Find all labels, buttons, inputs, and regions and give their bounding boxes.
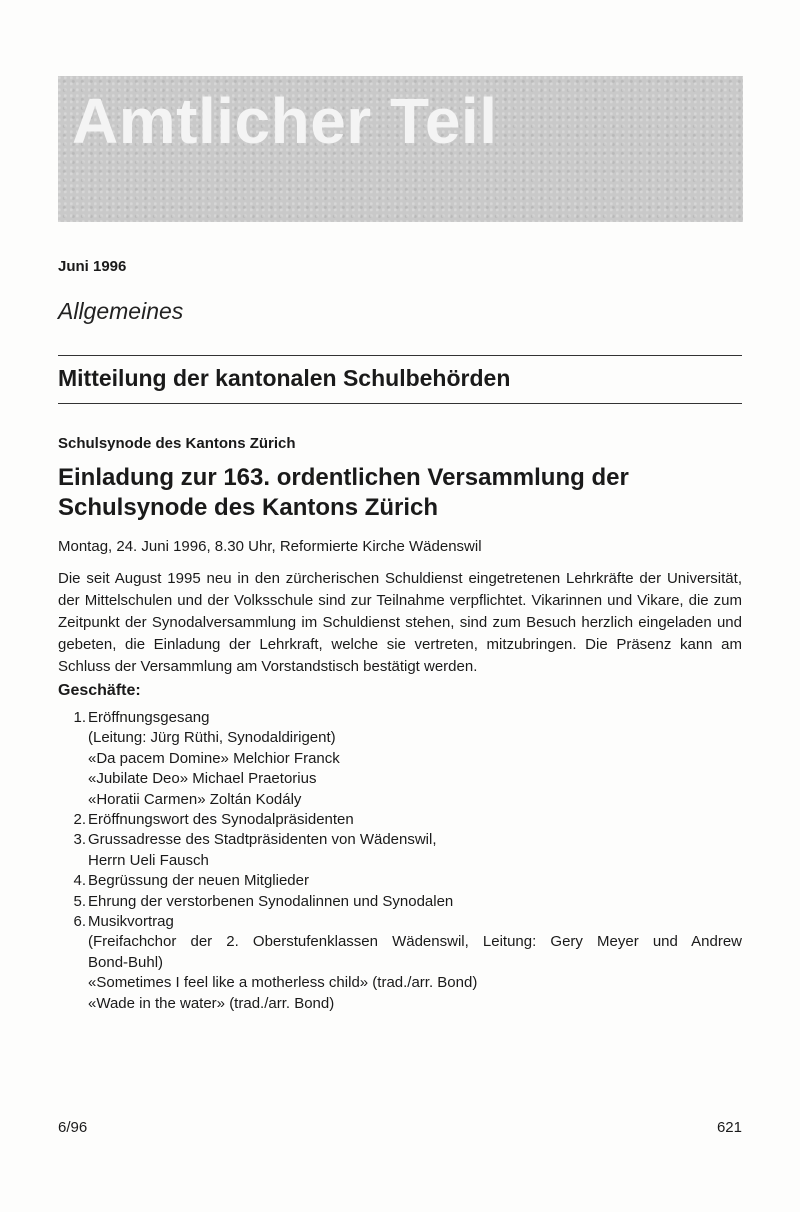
agenda-item-number: 6.	[73, 913, 86, 931]
agenda-item-line: (Leitung: Jürg Rüthi, Synodaldirigent)	[88, 729, 336, 747]
top-divider	[58, 355, 742, 356]
agenda-item-line: (Freifachchor der 2. Oberstufenklassen Wädenswil, Leitung: Gery Meyer und Andrew	[88, 933, 742, 951]
header-banner	[58, 76, 743, 222]
agenda-item-line: Musikvortrag	[88, 913, 174, 931]
page-number: 621	[716, 1119, 742, 1136]
event-details: Montag, 24. Juni 1996, 8.30 Uhr, Reformierte Kirche Wädenswil	[58, 538, 482, 555]
bottom-divider	[58, 403, 742, 404]
issue-date: Juni 1996	[58, 258, 127, 275]
agenda-item	[58, 708, 742, 810]
agenda-item-line: Ehrung der verstorbenen Synodalinnen und Synodalen	[88, 892, 454, 910]
agenda-list	[58, 708, 742, 1014]
agenda-item-number: 1.	[73, 709, 86, 726]
agenda-item-line: Begrüssung der neuen Mitglieder	[88, 872, 309, 890]
agenda-item	[58, 810, 742, 830]
agenda-item-line: Eröffnungsgesang	[88, 709, 210, 726]
agenda-item-line: «Sometimes I feel like a motherless child» (trad./arr. Bond)	[88, 974, 478, 992]
agenda-item	[58, 871, 742, 891]
agenda-item	[58, 892, 742, 912]
agenda-item	[58, 912, 742, 1014]
agenda-item-line: Herrn Ueli Fausch	[88, 851, 209, 869]
agenda-item-line: «Jubilate Deo» Michael Praetorius	[88, 770, 317, 788]
agenda-item-line: «Wade in the water» (trad./arr. Bond)	[88, 994, 335, 1012]
agenda-item-line: Grussadresse des Stadtpräsidenten von Wädenswil,	[88, 831, 437, 849]
agenda-heading: Geschäfte:	[58, 682, 141, 699]
agenda-item-number: 2.	[73, 811, 86, 829]
section-title: Allgemeines	[58, 298, 184, 324]
banner-title: Amtlicher Teil	[72, 85, 498, 157]
agenda-item-line: «Da pacem Domine» Melchior Franck	[88, 749, 340, 767]
agenda-item-line: Bond-Buhl)	[88, 953, 164, 971]
agenda-item-number: 3.	[73, 831, 86, 849]
agenda-item	[58, 830, 742, 871]
agenda-item-line: Eröffnungswort des Synodalpräsidenten	[88, 811, 354, 829]
agenda-item-number: 5.	[73, 892, 86, 910]
intro-paragraph: Die seit August 1995 neu in den zürcherischen Schuldienst eingetretenen Lehrkräfte der Universität, der Mittelschulen und der Volksschule sind zur Teilnahme verpflichtet. Vikarinnen und Vikare, die zum Zeitpunkt der Synodalversammlung im Schuldienst stehen, sind zum Besuch herzlich eingeladen und gebeten, die Einladung der Lehrkraft, welche sie vertreten, mitzubringen. Die Präsenz kann am Schluss der Versammlung am Vorstandstisch bestätigt werden.	[58, 570, 742, 675]
notice-heading: Mitteilung der kantonalen Schulbehörden	[58, 365, 511, 391]
agenda-item-line: «Horatii Carmen» Zoltán Kodály	[88, 790, 302, 808]
agenda-item-number: 4.	[73, 872, 86, 890]
issue-number: 6/96	[58, 1119, 88, 1136]
article-organization: Schulsynode des Kantons Zürich	[58, 435, 296, 452]
article-title: Einladung zur 163. ordentlichen Versammlung der Schulsynode des Kantons Zürich	[58, 464, 629, 521]
